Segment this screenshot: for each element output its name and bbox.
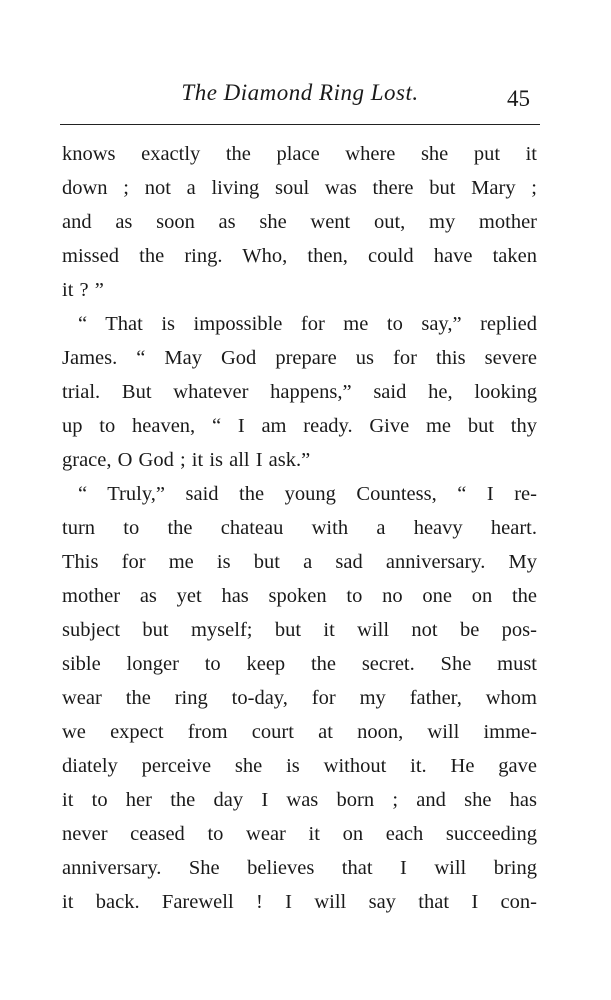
page-number: 45: [507, 86, 530, 111]
text-line: James. “ May God prepare us for this severe: [62, 347, 537, 369]
text-line: and as soon as she went out, my mother: [62, 211, 537, 233]
text-line: turn to the chateau with a heavy heart.: [62, 517, 537, 539]
text-line: anniversary. She believes that I will bring: [62, 857, 537, 879]
text-line: it ? ”: [62, 279, 104, 301]
text-line: it back. Farewell ! I will say that I con-: [62, 891, 537, 913]
text-line: up to heaven, “ I am ready. Give me but thy: [62, 415, 537, 437]
text-line: mother as yet has spoken to no one on the: [62, 585, 537, 607]
text-line: wear the ring to-day, for my father, whom: [62, 687, 537, 709]
text-line: never ceased to wear it on each succeeding: [62, 823, 537, 845]
text-line: we expect from court at noon, will imme-: [62, 721, 537, 743]
text-line: grace, O God ; it is all I ask.”: [62, 449, 311, 471]
text-line: subject but myself; but it will not be pos-: [62, 619, 537, 641]
text-line: “ Truly,” said the young Countess, “ I re-: [78, 483, 537, 505]
text-line: This for me is but a sad anniversary. My: [62, 551, 537, 573]
text-line: it to her the day I was born ; and she has: [62, 789, 537, 811]
text-line: diately perceive she is without it. He gave: [62, 755, 537, 777]
text-line: sible longer to keep the secret. She must: [62, 653, 537, 675]
text-line: knows exactly the place where she put it: [62, 143, 537, 165]
running-title: The Diamond Ring Lost.: [181, 80, 419, 105]
text-line: missed the ring. Who, then, could have taken: [62, 245, 537, 267]
body-text: [62, 137, 537, 919]
text-line: down ; not a living soul was there but Mary ;: [62, 177, 537, 199]
text-line: “ That is impossible for me to say,” replied: [78, 313, 537, 335]
running-head: [60, 80, 540, 110]
text-line: trial. But whatever happens,” said he, looking: [62, 381, 537, 403]
header-rule: [60, 124, 540, 125]
